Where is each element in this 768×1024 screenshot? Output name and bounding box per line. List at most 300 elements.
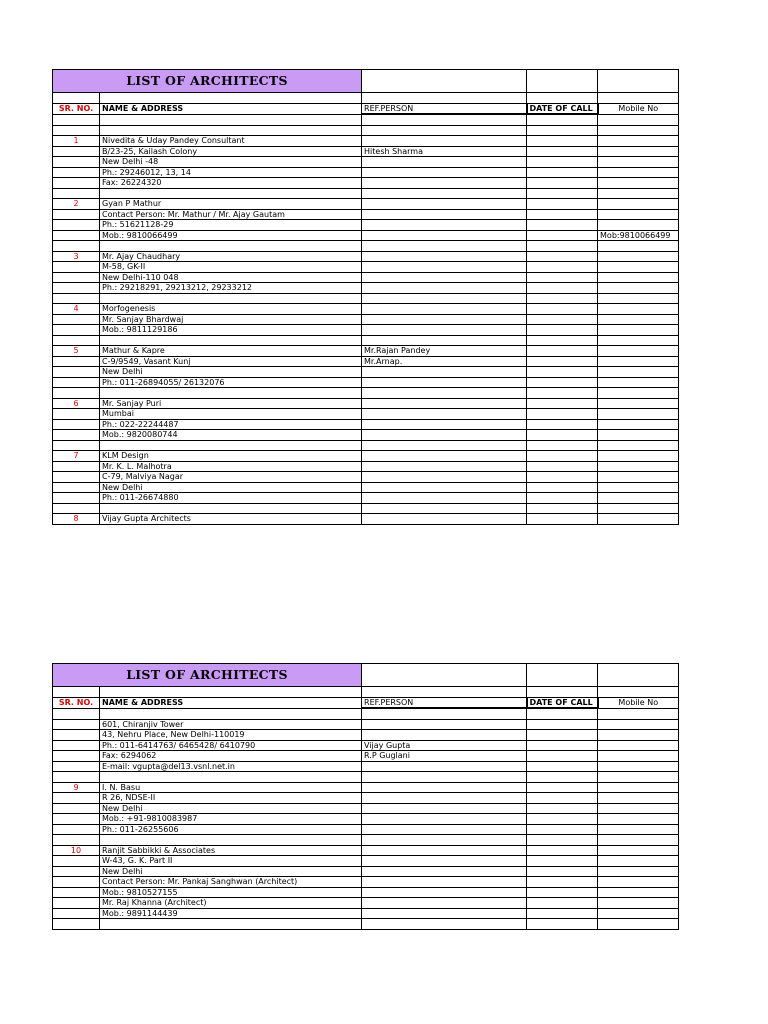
sr-no-cell: 8 [53, 514, 100, 525]
name-address-cell: Mob.: 9811129186 [100, 325, 362, 336]
date-of-call-cell [527, 719, 598, 730]
mobile-no-cell [598, 262, 679, 273]
blank-cell [362, 664, 527, 687]
sr-no-cell [53, 824, 100, 835]
table-row [53, 708, 679, 719]
name-address-cell: New Delhi-110 048 [100, 272, 362, 283]
ref-person-cell [362, 230, 527, 241]
ref-person-cell [362, 845, 527, 856]
blank-cell [100, 687, 362, 698]
header-name-address: NAME & ADDRESS [100, 697, 362, 708]
name-address-cell [100, 241, 362, 252]
table-row [53, 167, 679, 178]
ref-person-cell [362, 482, 527, 493]
name-address-cell: Ph.: 022-22244487 [100, 419, 362, 430]
ref-person-cell [362, 419, 527, 430]
ref-person-cell [362, 451, 527, 462]
date-of-call-cell [527, 856, 598, 867]
sr-no-cell [53, 125, 100, 136]
ref-person-cell [362, 472, 527, 483]
ref-person-cell [362, 824, 527, 835]
date-of-call-cell [527, 824, 598, 835]
date-of-call-cell [527, 493, 598, 504]
ref-person-cell [362, 919, 527, 930]
ref-person-cell [362, 908, 527, 919]
mobile-no-cell [598, 388, 679, 399]
date-of-call-cell [527, 188, 598, 199]
ref-person-cell [362, 167, 527, 178]
mobile-no-cell [598, 803, 679, 814]
name-address-cell: New Delhi [100, 866, 362, 877]
name-address-cell: C-9/9549, Vasant Kunj [100, 356, 362, 367]
sr-no-cell: 5 [53, 346, 100, 357]
mobile-no-cell [598, 461, 679, 472]
name-address-cell [100, 919, 362, 930]
table-row [53, 740, 679, 751]
table-row [53, 335, 679, 346]
name-address-cell: New Delhi -48 [100, 157, 362, 168]
table-row [53, 272, 679, 283]
date-of-call-cell [527, 157, 598, 168]
table-row [53, 409, 679, 420]
sr-no-cell [53, 220, 100, 231]
date-of-call-cell [527, 125, 598, 136]
table-row [53, 114, 679, 125]
blank-cell [527, 687, 598, 698]
ref-person-cell [362, 199, 527, 210]
date-of-call-cell [527, 388, 598, 399]
sr-no-cell [53, 866, 100, 877]
header-date-of-call: DATE OF CALL [527, 103, 598, 114]
table-row [53, 188, 679, 199]
name-address-cell: Ranjit Sabbikki & Associates [100, 845, 362, 856]
ref-person-cell [362, 866, 527, 877]
table-row [53, 824, 679, 835]
sr-no-cell [53, 814, 100, 825]
mobile-no-cell [598, 856, 679, 867]
table-row [53, 898, 679, 909]
table-row [53, 772, 679, 783]
table-row [53, 793, 679, 804]
sr-no-cell [53, 377, 100, 388]
date-of-call-cell [527, 178, 598, 189]
mobile-no-cell [598, 503, 679, 514]
architects-sheet-1 [52, 69, 679, 525]
mobile-no-cell [598, 199, 679, 210]
blank-cell [362, 687, 527, 698]
sr-no-cell: 3 [53, 251, 100, 262]
table-row [53, 157, 679, 168]
ref-person-cell: R.P Guglani [362, 751, 527, 762]
mobile-no-cell [598, 209, 679, 220]
table-row [53, 908, 679, 919]
date-of-call-cell [527, 272, 598, 283]
ref-person-cell [362, 325, 527, 336]
sr-no-cell [53, 803, 100, 814]
table-row [53, 325, 679, 336]
name-address-cell: E-mail: vgupta@del13.vsnl.net.in [100, 761, 362, 772]
ref-person-cell [362, 251, 527, 262]
date-of-call-cell [527, 283, 598, 294]
sr-no-cell [53, 430, 100, 441]
ref-person-cell [362, 440, 527, 451]
ref-person-cell: Hitesh Sharma [362, 146, 527, 157]
name-address-cell [100, 188, 362, 199]
sr-no-cell [53, 708, 100, 719]
date-of-call-cell [527, 377, 598, 388]
name-address-cell [100, 440, 362, 451]
blank-cell [362, 70, 527, 93]
mobile-no-cell [598, 398, 679, 409]
sr-no-cell: 10 [53, 845, 100, 856]
ref-person-cell [362, 136, 527, 147]
name-address-cell: Nivedita & Uday Pandey Consultant [100, 136, 362, 147]
name-address-cell [100, 335, 362, 346]
table-row [53, 314, 679, 325]
mobile-no-cell [598, 325, 679, 336]
sr-no-cell: 6 [53, 398, 100, 409]
table-row [53, 125, 679, 136]
ref-person-cell [362, 272, 527, 283]
name-address-cell: Mr. Ajay Chaudhary [100, 251, 362, 262]
date-of-call-cell [527, 335, 598, 346]
mobile-no-cell [598, 493, 679, 504]
ref-person-cell [362, 772, 527, 783]
sr-no-cell [53, 114, 100, 125]
date-of-call-cell [527, 472, 598, 483]
date-of-call-cell [527, 835, 598, 846]
date-of-call-cell [527, 451, 598, 462]
name-address-cell [100, 772, 362, 783]
date-of-call-cell [527, 409, 598, 420]
date-of-call-cell [527, 419, 598, 430]
ref-person-cell [362, 283, 527, 294]
sr-no-cell [53, 230, 100, 241]
mobile-no-cell [598, 346, 679, 357]
blank-cell [598, 687, 679, 698]
date-of-call-cell [527, 167, 598, 178]
mobile-no-cell [598, 251, 679, 262]
ref-person-cell [362, 157, 527, 168]
name-address-cell [100, 114, 362, 125]
date-of-call-cell [527, 514, 598, 525]
ref-person-cell [362, 125, 527, 136]
mobile-no-cell [598, 793, 679, 804]
name-address-cell [100, 503, 362, 514]
sr-no-cell [53, 472, 100, 483]
sr-no-cell [53, 493, 100, 504]
table-row [53, 803, 679, 814]
table-row [53, 719, 679, 730]
table-row [53, 146, 679, 157]
table-row [53, 451, 679, 462]
table-row [53, 199, 679, 210]
date-of-call-cell [527, 314, 598, 325]
ref-person-cell [362, 803, 527, 814]
date-of-call-cell [527, 304, 598, 315]
sr-no-cell [53, 409, 100, 420]
table-row [53, 493, 679, 504]
ref-person-cell [362, 178, 527, 189]
sr-no-cell [53, 503, 100, 514]
ref-person-cell [362, 793, 527, 804]
table-row [53, 730, 679, 741]
ref-person-cell [362, 856, 527, 867]
ref-person-cell [362, 898, 527, 909]
name-address-cell [100, 293, 362, 304]
name-address-cell: Ph.: 011-6414763/ 6465428/ 6410790 [100, 740, 362, 751]
date-of-call-cell [527, 730, 598, 741]
table-row [53, 835, 679, 846]
table-row [53, 304, 679, 315]
name-address-cell: Mr. Raj Khanna (Architect) [100, 898, 362, 909]
ref-person-cell [362, 188, 527, 199]
name-address-cell: Ph.: 011-26674880 [100, 493, 362, 504]
ref-person-cell [362, 514, 527, 525]
header-sr-no: SR. NO. [53, 103, 100, 114]
name-address-cell [100, 835, 362, 846]
table-row [53, 482, 679, 493]
name-address-cell: Mob.: 9810066499 [100, 230, 362, 241]
ref-person-cell: Mr.Arnap. [362, 356, 527, 367]
sr-no-cell [53, 262, 100, 273]
blank-cell [598, 664, 679, 687]
date-of-call-cell [527, 772, 598, 783]
ref-person-cell [362, 761, 527, 772]
mobile-no-cell [598, 751, 679, 762]
header-ref-person: REF.PERSON [362, 103, 527, 114]
table-row [53, 367, 679, 378]
table-row [53, 293, 679, 304]
mobile-no-cell [598, 908, 679, 919]
date-of-call-cell [527, 866, 598, 877]
date-of-call-cell [527, 898, 598, 909]
table-row [53, 503, 679, 514]
ref-person-cell [362, 877, 527, 888]
mobile-no-cell [598, 241, 679, 252]
mobile-no-cell [598, 740, 679, 751]
date-of-call-cell [527, 367, 598, 378]
date-of-call-cell [527, 325, 598, 336]
date-of-call-cell [527, 430, 598, 441]
table-row [53, 251, 679, 262]
table-row [53, 388, 679, 399]
name-address-cell: Mr. K. L. Malhotra [100, 461, 362, 472]
name-address-cell: Fax: 6294062 [100, 751, 362, 762]
date-of-call-cell [527, 398, 598, 409]
ref-person-cell [362, 503, 527, 514]
sr-no-cell [53, 856, 100, 867]
date-of-call-cell [527, 356, 598, 367]
name-address-cell: KLM Design [100, 451, 362, 462]
name-address-cell: 601, Chiranjiv Tower [100, 719, 362, 730]
header-sr-no: SR. NO. [53, 697, 100, 708]
mobile-no-cell [598, 440, 679, 451]
table-row [53, 178, 679, 189]
date-of-call-cell [527, 503, 598, 514]
table-row [53, 356, 679, 367]
name-address-cell: Fax: 26224320 [100, 178, 362, 189]
mobile-no-cell [598, 877, 679, 888]
sr-no-cell [53, 388, 100, 399]
ref-person-cell: Mr.Rajan Pandey [362, 346, 527, 357]
mobile-no-cell [598, 125, 679, 136]
table-row [53, 461, 679, 472]
table-row [53, 761, 679, 772]
name-address-cell: Ph.: 29218291, 29213212, 29233212 [100, 283, 362, 294]
mobile-no-cell [598, 887, 679, 898]
ref-person-cell [362, 377, 527, 388]
ref-person-cell: Vijay Gupta [362, 740, 527, 751]
table-row [53, 866, 679, 877]
table-row [53, 845, 679, 856]
header-ref-person: REF.PERSON [362, 697, 527, 708]
mobile-no-cell [598, 835, 679, 846]
date-of-call-cell [527, 241, 598, 252]
date-of-call-cell [527, 293, 598, 304]
name-address-cell: Ph.: 51621128-29 [100, 220, 362, 231]
mobile-no-cell [598, 898, 679, 909]
sr-no-cell [53, 314, 100, 325]
mobile-no-cell [598, 409, 679, 420]
name-address-cell: Vijay Gupta Architects [100, 514, 362, 525]
mobile-no-cell [598, 272, 679, 283]
name-address-cell: Ph.: 011-26894055/ 26132076 [100, 377, 362, 388]
mobile-no-cell [598, 314, 679, 325]
sr-no-cell [53, 356, 100, 367]
mobile-no-cell [598, 482, 679, 493]
mobile-no-cell [598, 782, 679, 793]
sr-no-cell [53, 730, 100, 741]
name-address-cell: Mathur & Kapre [100, 346, 362, 357]
name-address-cell: Ph.: 29246012, 13, 14 [100, 167, 362, 178]
sheet-title: LIST OF ARCHITECTS [53, 70, 362, 93]
ref-person-cell [362, 493, 527, 504]
mobile-no-cell [598, 178, 679, 189]
table-row [53, 241, 679, 252]
name-address-cell: B/23-25, Kailash Colony [100, 146, 362, 157]
ref-person-cell [362, 262, 527, 273]
sr-no-cell [53, 719, 100, 730]
sr-no-cell [53, 178, 100, 189]
mobile-no-cell [598, 719, 679, 730]
mobile-no-cell [598, 167, 679, 178]
table-row [53, 377, 679, 388]
blank-cell [598, 70, 679, 93]
name-address-cell: Contact Person: Mr. Mathur / Mr. Ajay Gautam [100, 209, 362, 220]
blank-cell [53, 93, 100, 104]
table-row [53, 136, 679, 147]
table-row [53, 887, 679, 898]
date-of-call-cell [527, 146, 598, 157]
ref-person-cell [362, 719, 527, 730]
mobile-no-cell [598, 188, 679, 199]
date-of-call-cell [527, 461, 598, 472]
name-address-cell: W-43, G. K. Part II [100, 856, 362, 867]
mobile-no-cell [598, 367, 679, 378]
name-address-cell: New Delhi [100, 803, 362, 814]
blank-cell [598, 93, 679, 104]
ref-person-cell [362, 814, 527, 825]
mobile-no-cell [598, 824, 679, 835]
sr-no-cell [53, 461, 100, 472]
sr-no-cell [53, 772, 100, 783]
ref-person-cell [362, 293, 527, 304]
name-address-cell: R 26, NDSE-II [100, 793, 362, 804]
sr-no-cell: 2 [53, 199, 100, 210]
mobile-no-cell [598, 919, 679, 930]
sr-no-cell [53, 209, 100, 220]
date-of-call-cell [527, 346, 598, 357]
date-of-call-cell [527, 114, 598, 125]
ref-person-cell [362, 114, 527, 125]
mobile-no-cell [598, 146, 679, 157]
sr-no-cell: 4 [53, 304, 100, 315]
ref-person-cell [362, 388, 527, 399]
sr-no-cell [53, 919, 100, 930]
date-of-call-cell [527, 136, 598, 147]
sr-no-cell [53, 740, 100, 751]
mobile-no-cell [598, 472, 679, 483]
mobile-no-cell [598, 451, 679, 462]
date-of-call-cell [527, 761, 598, 772]
table-row [53, 472, 679, 483]
table-row [53, 814, 679, 825]
table-row [53, 919, 679, 930]
name-address-cell: Mob.: 9810527155 [100, 887, 362, 898]
mobile-no-cell [598, 220, 679, 231]
sr-no-cell [53, 482, 100, 493]
sr-no-cell [53, 887, 100, 898]
blank-cell [527, 70, 598, 93]
sr-no-cell: 9 [53, 782, 100, 793]
date-of-call-cell [527, 209, 598, 220]
date-of-call-cell [527, 793, 598, 804]
ref-person-cell [362, 314, 527, 325]
header-name-address: NAME & ADDRESS [100, 103, 362, 114]
mobile-no-cell [598, 866, 679, 877]
table-row [53, 209, 679, 220]
name-address-cell: New Delhi [100, 367, 362, 378]
table-row [53, 398, 679, 409]
sr-no-cell [53, 877, 100, 888]
name-address-cell: Mr. Sanjay Puri [100, 398, 362, 409]
sr-no-cell [53, 146, 100, 157]
table-row [53, 346, 679, 357]
blank-cell [53, 687, 100, 698]
sr-no-cell [53, 440, 100, 451]
name-address-cell: 43, Nehru Place, New Delhi-110019 [100, 730, 362, 741]
header-mobile-no: Mobile No [598, 697, 679, 708]
sr-no-cell [53, 272, 100, 283]
date-of-call-cell [527, 803, 598, 814]
table-row [53, 220, 679, 231]
mobile-no-cell [598, 304, 679, 315]
date-of-call-cell [527, 262, 598, 273]
name-address-cell: Mumbai [100, 409, 362, 420]
sr-no-cell [53, 241, 100, 252]
name-address-cell: Contact Person: Mr. Pankaj Sanghwan (Architect) [100, 877, 362, 888]
mobile-no-cell: Mob:9810066499 [598, 230, 679, 241]
date-of-call-cell [527, 751, 598, 762]
ref-person-cell [362, 782, 527, 793]
date-of-call-cell [527, 919, 598, 930]
date-of-call-cell [527, 814, 598, 825]
ref-person-cell [362, 367, 527, 378]
date-of-call-cell [527, 908, 598, 919]
date-of-call-cell [527, 230, 598, 241]
mobile-no-cell [598, 730, 679, 741]
